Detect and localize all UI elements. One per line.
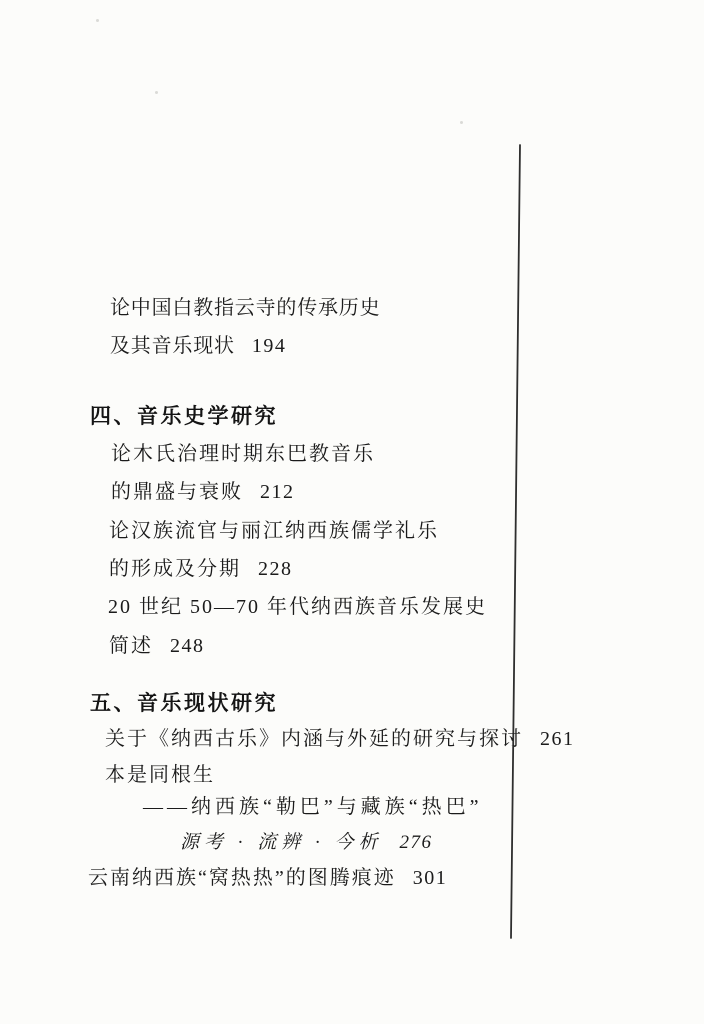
toc-line (111, 481, 295, 504)
toc-line-text: 云南纳西族“窝热热”的图腾痕迹 (88, 867, 396, 889)
toc-page-number: 248 (170, 635, 205, 657)
toc-line (88, 867, 447, 890)
toc-line (110, 297, 397, 320)
toc-line (108, 596, 487, 619)
toc-section-heading (90, 404, 278, 428)
toc-line-text: 20 世纪 50—70 年代纳西族音乐发展史 (108, 596, 487, 618)
toc-line (111, 443, 375, 466)
toc-line-text: 的鼎盛与衰败 (111, 481, 243, 503)
scan-speck (96, 19, 99, 22)
toc-page-number: 301 (412, 867, 448, 889)
toc-page-number: 228 (258, 558, 293, 580)
toc-line-text: 关于《纳西古乐》内涵与外延的研究与探讨 (105, 728, 523, 750)
toc-page-number: 261 (540, 728, 575, 750)
toc-line (109, 520, 439, 543)
toc-line-text: 论汉族流官与丽江纳西族儒学礼乐 (109, 520, 439, 542)
toc-line (110, 335, 286, 358)
toc-line (105, 764, 215, 787)
toc-line-text: 本是同根生 (105, 764, 215, 786)
toc-line-text: ——纳西族“勒巴”与藏族“热巴” (143, 796, 483, 818)
toc-section-heading (90, 691, 278, 715)
toc-subtitle-line (180, 832, 433, 854)
toc-line-text: 简述 (109, 635, 153, 657)
toc-line (105, 728, 575, 751)
toc-line-text: 五、音乐现状研究 (90, 691, 278, 715)
toc-line-text: 及其音乐现状 (110, 335, 235, 357)
toc-line (109, 635, 205, 658)
toc-subtitle-line (143, 796, 483, 819)
toc-line-text: 论中国白教指云寺的传承历史 (110, 297, 381, 319)
toc-line-text: 论木氏治理时期东巴教音乐 (111, 443, 375, 465)
scan-speck (155, 91, 158, 94)
toc-page-number: 276 (399, 832, 433, 853)
scan-speck (460, 121, 463, 124)
toc-line-text: 源考 · 流辨 · 今析 (180, 832, 383, 853)
toc-page-number: 212 (260, 481, 295, 503)
toc-line-text: 的形成及分期 (109, 558, 241, 580)
toc-page-number: 194 (251, 335, 287, 357)
toc-line (109, 558, 293, 581)
toc-line-text: 四、音乐史学研究 (90, 404, 278, 428)
